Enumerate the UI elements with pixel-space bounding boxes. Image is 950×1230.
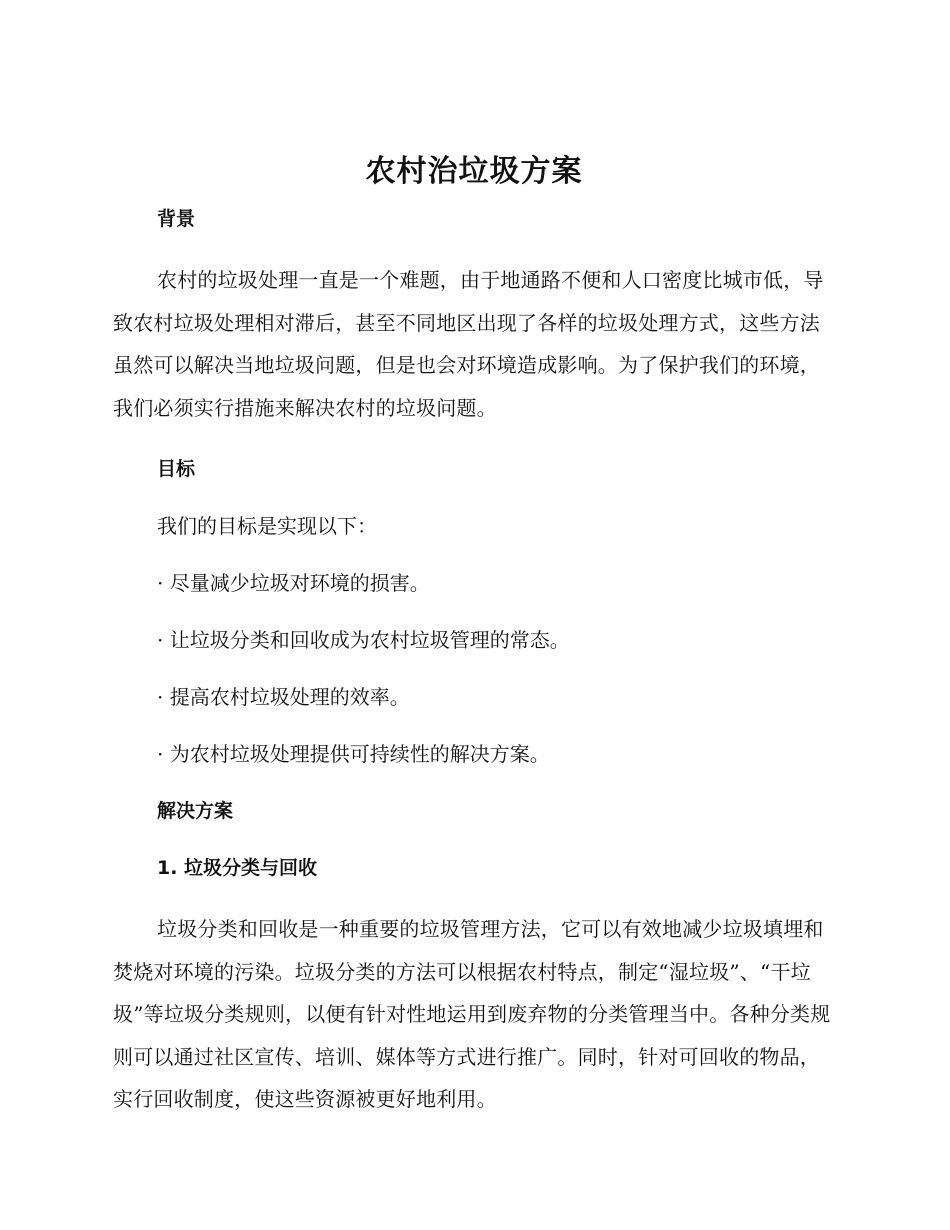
solution-subheading: 1. 垃圾分类与回收 (157, 857, 318, 879)
document-title: 农村治垃圾方案 (365, 154, 583, 189)
goals-heading: 目标 (157, 458, 196, 480)
goal-item: · 为农村垃圾处理提供可持续性的解决方案。 (157, 742, 550, 766)
goals-intro: 我们的目标是实现以下： (157, 514, 377, 538)
background-heading: 背景 (157, 208, 196, 230)
solutions-heading: 解决方案 (157, 800, 234, 822)
goal-item: · 尽量减少垃圾对环境的损害。 (157, 571, 430, 595)
background-paragraph: 农村的垃圾处理一直是一个难题，由于地通路不便和人口密度比城市低，导致农村垃圾处理相对滞后，甚至不同地区出现了各样的垃圾处理方式，这些方法虽然可以解决当地垃圾问题，但是也会对环境造成影响。为了保护我们的环境，我们必须实行措施来解决农村的垃圾问题。 (113, 268, 824, 420)
goal-item: · 让垃圾分类和回收成为农村垃圾管理的常态。 (157, 628, 570, 652)
document-page (113, 150, 835, 1121)
goal-item: · 提高农村垃圾处理的效率。 (157, 685, 410, 709)
solution-paragraph: 垃圾分类和回收是一种重要的垃圾管理方法，它可以有效地减少垃圾填埋和焚烧对环境的污染。垃圾分类的方法可以根据农村特点，制定“湿垃圾”、“干垃圾”等垃圾分类规则，以便有针对性地运用到废弃物的分类管理当中。各种分类规则可以通过社区宣传、培训、媒体等方式进行推广。同时，针对可回收的物品，实行回收制度，使这些资源被更好地利用。 (113, 917, 831, 1111)
